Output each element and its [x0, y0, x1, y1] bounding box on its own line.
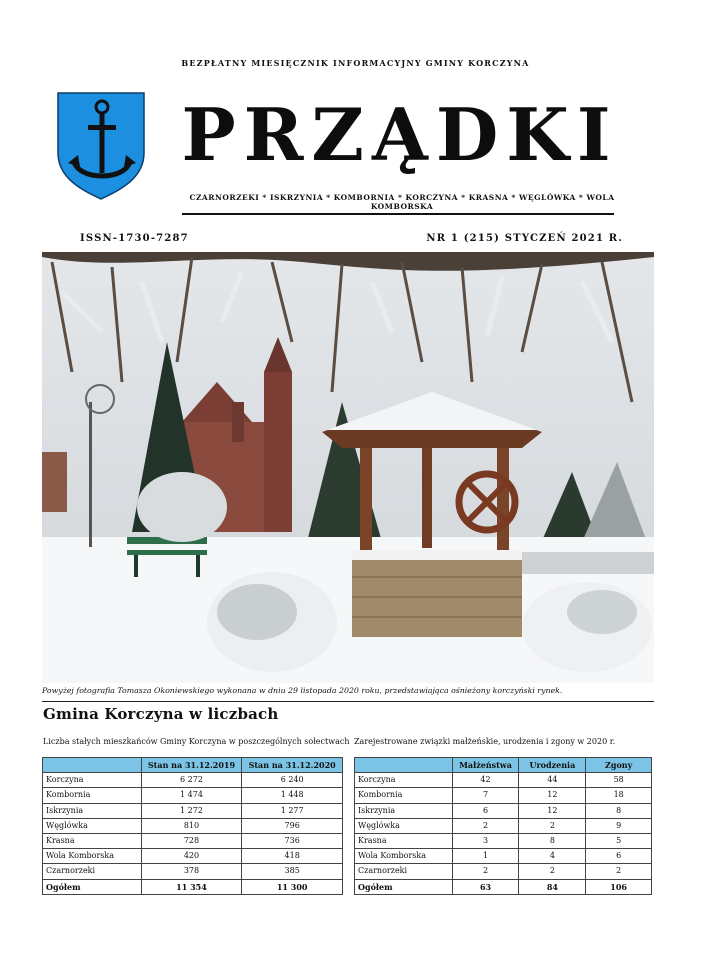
issue-number: NR 1 (215) STYCZEŃ 2021 R. — [426, 233, 623, 244]
village-name: Czarnorzeki — [355, 864, 453, 879]
village-name: Kombornia — [43, 788, 142, 803]
events-table — [354, 757, 652, 895]
table-header-row — [43, 758, 343, 773]
value-cell: 728 — [141, 833, 242, 848]
value-cell: 4 — [519, 849, 586, 864]
table-row — [43, 818, 343, 833]
column-header: Stan na 31.12.2020 — [242, 758, 343, 773]
column-header: Małżeństwa — [452, 758, 519, 773]
total-value: 106 — [586, 879, 652, 894]
value-cell: 2 — [519, 818, 586, 833]
village-name: Krasna — [43, 833, 142, 848]
villages-line: CZARNORZEKI * ISKRZYNIA * KOMBORNIA * KORCZYNA * KRASNA * WĘGLÓWKA * WOLA KOMBORSKA — [189, 193, 615, 211]
total-label: Ogółem — [355, 879, 453, 894]
village-name: Kombornia — [355, 788, 453, 803]
residents-table — [42, 757, 343, 895]
value-cell: 6 240 — [242, 773, 343, 788]
total-value: 11 354 — [141, 879, 242, 894]
village-name: Iskrzynia — [355, 803, 453, 818]
value-cell: 58 — [586, 773, 652, 788]
caption-divider — [42, 701, 654, 702]
table-row — [43, 788, 343, 803]
value-cell: 9 — [586, 818, 652, 833]
table-row — [355, 773, 652, 788]
village-name: Iskrzynia — [43, 803, 142, 818]
table-row — [43, 803, 343, 818]
column-header: Zgony — [586, 758, 652, 773]
value-cell: 1 277 — [242, 803, 343, 818]
value-cell: 42 — [452, 773, 519, 788]
value-cell: 385 — [242, 864, 343, 879]
value-cell: 12 — [519, 788, 586, 803]
value-cell: 5 — [586, 833, 652, 848]
total-row — [355, 879, 652, 894]
value-cell: 7 — [452, 788, 519, 803]
value-cell: 418 — [242, 849, 343, 864]
value-cell: 796 — [242, 818, 343, 833]
value-cell: 810 — [141, 818, 242, 833]
table-row — [355, 833, 652, 848]
value-cell: 1 474 — [141, 788, 242, 803]
value-cell: 44 — [519, 773, 586, 788]
column-header: Urodzenia — [519, 758, 586, 773]
table-row — [355, 788, 652, 803]
table-header-row — [355, 758, 652, 773]
column-header: Stan na 31.12.2019 — [141, 758, 242, 773]
total-label: Ogółem — [43, 879, 142, 894]
village-name: Węglówka — [43, 818, 142, 833]
village-name: Korczyna — [43, 773, 142, 788]
table-row — [43, 864, 343, 879]
village-name: Krasna — [355, 833, 453, 848]
value-cell: 3 — [452, 833, 519, 848]
masthead-title: PRZĄDKI — [181, 92, 619, 177]
village-name: Wola Komborska — [355, 849, 453, 864]
section-title: Gmina Korczyna w liczbach — [43, 705, 279, 723]
value-cell: 420 — [141, 849, 242, 864]
table-row — [355, 803, 652, 818]
village-name: Korczyna — [355, 773, 453, 788]
value-cell: 1 — [452, 849, 519, 864]
issn-number: ISSN-1730-7287 — [80, 233, 189, 244]
value-cell: 6 272 — [141, 773, 242, 788]
value-cell: 736 — [242, 833, 343, 848]
events-subtitle: Zarejestrowane związki małżeńskie, urodzenia i zgony w 2020 r. — [354, 737, 616, 746]
village-name: Czarnorzeki — [43, 864, 142, 879]
header-divider — [182, 213, 614, 215]
total-row — [43, 879, 343, 894]
total-value: 63 — [452, 879, 519, 894]
table-row — [355, 818, 652, 833]
total-value: 84 — [519, 879, 586, 894]
value-cell: 8 — [586, 803, 652, 818]
anchor-crest-icon — [56, 91, 146, 201]
value-cell: 6 — [586, 849, 652, 864]
table-row — [43, 833, 343, 848]
total-value: 11 300 — [242, 879, 343, 894]
tagline: BEZPŁATNY MIESIĘCZNIK INFORMACYJNY GMINY KORCZYNA — [181, 58, 530, 68]
value-cell: 8 — [519, 833, 586, 848]
table-row — [355, 849, 652, 864]
table-row — [43, 773, 343, 788]
village-name: Wola Komborska — [43, 849, 142, 864]
table-row — [43, 849, 343, 864]
photo-caption: Powyżej fotografia Tomasza Okoniewskiego wykonana w dniu 29 listopada 2020 roku, przedstawiająca ośnieżony korczyński rynek. — [42, 686, 563, 695]
value-cell: 2 — [519, 864, 586, 879]
value-cell: 1 448 — [242, 788, 343, 803]
cover-photo — [42, 252, 654, 683]
value-cell: 2 — [452, 818, 519, 833]
residents-subtitle: Liczba stałych mieszkańców Gminy Korczyna w poszczególnych sołectwach — [43, 737, 350, 746]
column-header — [43, 758, 142, 773]
value-cell: 6 — [452, 803, 519, 818]
value-cell: 2 — [452, 864, 519, 879]
value-cell: 18 — [586, 788, 652, 803]
column-header — [355, 758, 453, 773]
value-cell: 1 272 — [141, 803, 242, 818]
value-cell: 378 — [141, 864, 242, 879]
village-name: Węglówka — [355, 818, 453, 833]
value-cell: 12 — [519, 803, 586, 818]
value-cell: 2 — [586, 864, 652, 879]
table-row — [355, 864, 652, 879]
